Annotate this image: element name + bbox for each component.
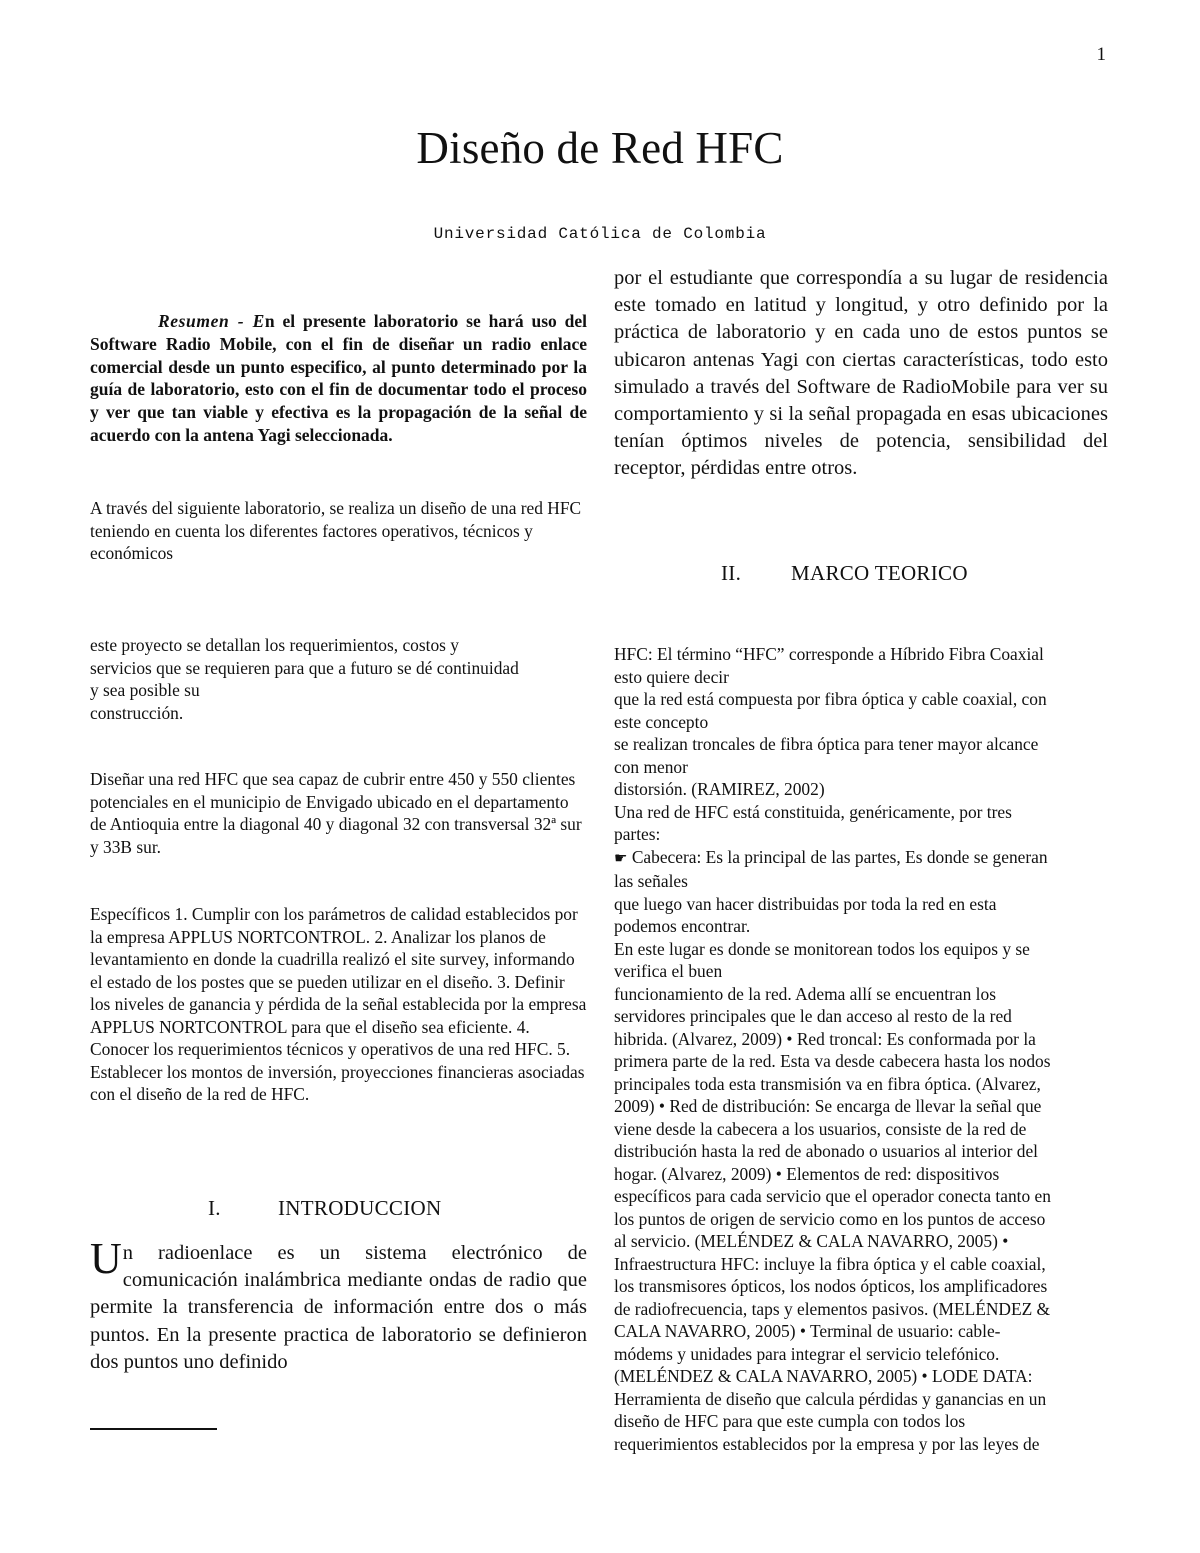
- theory-line: viene desde la cabecera a los usuarios, consiste de la red de: [614, 1118, 1027, 1139]
- theory-line: Una red de HFC está constituida, genéricamente, por tres: [614, 801, 1012, 822]
- theory-line: funcionamiento de la red. Adema allí se encuentran los: [614, 983, 996, 1004]
- abstract-text: n el presente laboratorio se hará uso del Software Radio Mobile, con el fin de diseñar un radio enlace comercial desde un punto especifico, al punto determinado por la guía de laboratorio, esto con el fin de documentar todo el proceso y ver que tan viable y efectiva es la propagación de la señal de acuerdo con la antena Yagi seleccionada.: [90, 311, 587, 445]
- scope-line: este proyecto se detallan los requerimientos, costos y: [90, 635, 459, 655]
- section-number: I.: [208, 1196, 221, 1220]
- theory-line: primera parte de la red. Esta va desde cabecera hasta los nodos: [614, 1051, 1051, 1071]
- theory-line: (MELÉNDEZ & CALA NAVARRO, 2005) • LODE DATA:: [614, 1366, 1033, 1386]
- theory-line: específicos para cada servicio que el operador conecta tanto en: [614, 1186, 1051, 1206]
- theory-line: este concepto: [614, 711, 709, 732]
- section-heading-introduccion: [208, 1196, 441, 1221]
- theory-line: diseño de HFC para que este cumpla con todos los: [614, 1411, 966, 1431]
- scope-line: construcción.: [90, 702, 184, 723]
- specific-objectives-text: Específicos 1. Cumplir con los parámetros de calidad establecidos por la empresa APPLUS NORTCONTROL. 2. Analizar los planos de levantamiento en donde la cuadrilla realizó el site survey, informando el estado de los postes que se pueden utilizar en el diseño. 3. Definir los niveles de ganancia y pérdida de la señal establecida por la empresa APPLUS NORTCONTROL para que el diseño sea eficiente. 4. Conocer los requerimientos técnicos y operativos de una red HFC. 5. Establecer los montos de inversión, proyecciones financieras asociadas con el diseño de la red de HFC.: [90, 904, 587, 1104]
- theory-line: los puntos de origen de servicio como en los puntos de acceso: [614, 1208, 1046, 1229]
- theory-line: los transmisores ópticos, los nodos ópticos, los amplificadores: [614, 1276, 1048, 1296]
- document-title: Diseño de Red HFC: [416, 123, 784, 173]
- theory-body: [614, 643, 1108, 1455]
- section-title: INTRODUCCION: [278, 1196, 442, 1220]
- theory-line: Cabecera: Es la principal de las partes, Es donde se generan: [631, 846, 1048, 867]
- theory-line: podemos encontrar.: [614, 916, 751, 936]
- theory-line: esto quiere decir: [614, 666, 729, 687]
- scope-line: y sea posible su: [90, 680, 200, 700]
- theory-line: CALA NAVARRO, 2005) • Terminal de usuario: cable-: [614, 1321, 1001, 1341]
- theory-line: hibrida. (Alvarez, 2009) • Red troncal: Es conformada por la: [614, 1028, 1036, 1049]
- specific-objectives-paragraph: [90, 903, 587, 1106]
- affiliation: Universidad Católica de Colombia: [433, 225, 767, 243]
- introduction-continuation: [614, 265, 1108, 483]
- introduction-paragraph: [90, 1234, 587, 1376]
- theory-line: que luego van hacer distribuidas por toda la red en esta: [614, 893, 997, 914]
- theory-line: distorsión. (RAMIREZ, 2002): [614, 779, 825, 799]
- theory-line: principales toda esta transmisión va en fibra óptica. (Alvarez,: [614, 1073, 1041, 1094]
- theory-line: En este lugar es donde se monitorean todos los equipos y se: [614, 938, 1030, 959]
- abstract: [90, 310, 587, 447]
- drop-cap: U: [90, 1234, 122, 1283]
- theory-line: servidores principales que le dan acceso al resto de la red: [614, 1006, 1012, 1026]
- theory-line: Infraestructura HFC: incluye la fibra óptica y el cable coaxial,: [614, 1253, 1046, 1274]
- section-title: MARCO TEORICO: [791, 561, 968, 585]
- theory-line-bullet: [614, 846, 1108, 871]
- section-heading-marco-teorico: [721, 561, 968, 586]
- theory-line: verifica el buen: [614, 961, 723, 981]
- theory-line: que la red está compuesta por fibra óptica y cable coaxial, con: [614, 689, 1047, 709]
- theory-line: se realizan troncales de fibra óptica para tener mayor alcance: [614, 734, 1039, 754]
- page-number: 1: [1096, 44, 1106, 65]
- overview-paragraph: [90, 497, 587, 565]
- theory-line: hogar. (Alvarez, 2009) • Elementos de red: dispositivos: [614, 1163, 1000, 1184]
- theory-line: con menor: [614, 756, 688, 777]
- section-number: II.: [721, 561, 742, 585]
- theory-line: partes:: [614, 824, 661, 844]
- theory-line: requerimientos establecidos por la empresa y por las leyes de: [614, 1433, 1040, 1454]
- theory-line: Herramienta de diseño que calcula pérdidas y ganancias en un: [614, 1388, 1047, 1409]
- introduction-continuation-text: por el estudiante que correspondía a su lugar de residencia este tomado en latitud y longitud, y otro definido por la práctica de laboratorio y en cada uno de estos puntos se ubicaron antenas Yagi con ciertas características, todo esto simulado a través del Software de RadioMobile para ver su comportamiento y si la señal propagada en esas ubicaciones tenían óptimos niveles de potencia, sensibilidad del receptor, pérdidas entre otros.: [614, 267, 1108, 480]
- general-objective-text: Diseñar una red HFC que sea capaz de cubrir entre 450 y 550 clientes potenciales en el municipio de Envigado ubicado en el departamento de Antioquia entre la diagonal 40 y diagonal 32 con transversal 32ª sur y 33B sur.: [90, 769, 582, 857]
- theory-line: HFC: El término “HFC” corresponde a Híbrido Fibra Coaxial: [614, 644, 1044, 664]
- overview-text: A través del siguiente laboratorio, se realiza un diseño de una red HFC teniendo en cuenta los diferentes factores operativos, técnicos y económicos: [90, 498, 582, 563]
- general-objective-paragraph: [90, 768, 587, 858]
- theory-line: las señales: [614, 871, 688, 891]
- theory-line: 2009) • Red de distribución: Se encarga de llevar la señal que: [614, 1096, 1042, 1116]
- pointing-hand-icon: ☛: [614, 850, 628, 867]
- footnote-rule: [90, 1428, 217, 1430]
- introduction-text: n radioenlace es un sistema electrónico de comunicación inalámbrica mediante ondas de radio que permite la transferencia de información entre dos o más puntos. En la presente practica de laboratorio se definieron dos puntos uno definido: [90, 1242, 587, 1373]
- scope-line: servicios que se requieren para que a futuro se dé continuidad: [90, 657, 519, 678]
- theory-line: de radiofrecuencia, taps y elementos pasivos. (MELÉNDEZ &: [614, 1298, 1051, 1319]
- scope-paragraph: [90, 634, 587, 724]
- theory-line: distribución hasta la red de abonado o usuarios al interior del: [614, 1141, 1039, 1161]
- theory-line: al servicio. (MELÉNDEZ & CALA NAVARRO, 2005) •: [614, 1231, 1009, 1251]
- theory-line: módems y unidades para integrar el servicio telefónico.: [614, 1343, 1000, 1364]
- abstract-keyword: Resumen - E: [158, 311, 265, 331]
